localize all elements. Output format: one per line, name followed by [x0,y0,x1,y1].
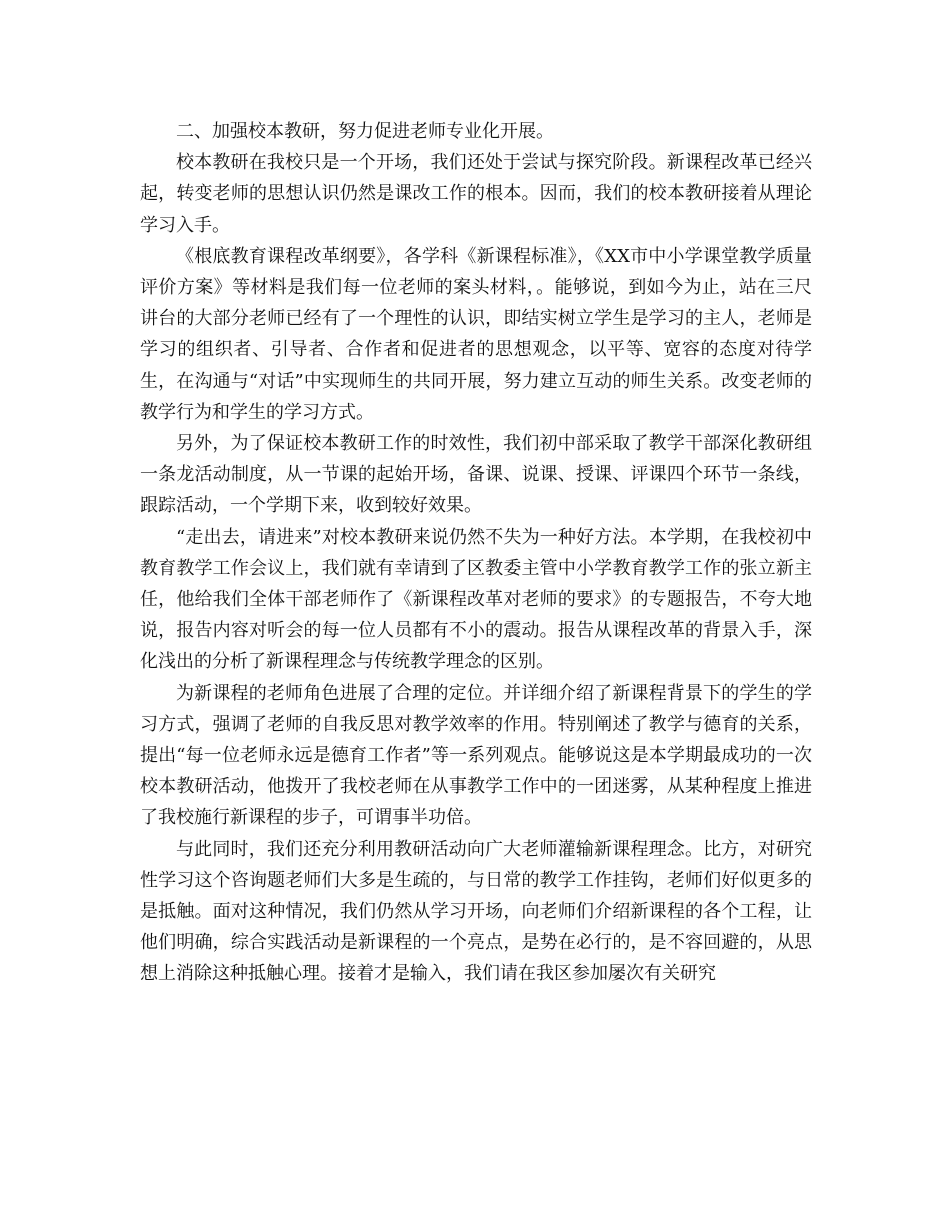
section-heading: 二、加强校本教研，努力促进老师专业化开展。 [176,121,554,142]
document-body [140,116,812,990]
paragraph: “走出去，请进来”对校本教研来说仍然不失为一种好方法。本学期，在我校初中教育教学工作会议上，我们就有幸请到了区教委主管中小学教育教学工作的张立新主任，他给我们全体干部老师作了《新课程改革对老师的要求》的专题报告，不夸大地说，报告内容对听会的每一位人员都有不小的震动。报告从课程改革的背景入手，深化浅出的分析了新课程理念与传统教学理念的区别。 [140,526,812,673]
paragraph: 与此同时，我们还充分利用教研活动向广大老师灌输新课程理念。比方，对研究性学习这个咨询题老师们大多是生疏的，与日常的教学工作挂钩，老师们好似更多的是抵触。面对这种情况，我们仍然从学习开场，向老师们介绍新课程的各个工程，让他们明确，综合实践活动是新课程的一个亮点，是势在必行的，是不容回避的，从思想上消除这种抵触心理。接着才是输入，我们请在我区参加屡次有关研究 [140,838,812,985]
paragraph: 为新课程的老师角色进展了合理的定位。并详细介绍了新课程背景下的学生的学习方式，强调了老师的自我反思对教学效率的作用。特别阐述了教学与德育的关系，提出“每一位老师永远是德育工作者”等一系列观点。能够说这是本学期最成功的一次校本教研活动，他拨开了我校老师在从事教学工作中的一团迷雾，从某种程度上推进了我校施行新课程的步子，可谓事半功倍。 [140,682,812,829]
paragraph: 《根底教育课程改革纲要》，各学科《新课程标准》，《XX市中小学课堂教学质量评价方案》等材料是我们每一位老师的案头材料，。能够说，到如今为止，站在三尺讲台的大部分老师已经有了一个理性的认识，即结实树立学生是学习的主人，老师是学习的组织者、引导者、合作者和促进者的思想观念，以平等、宽容的态度对待学生，在沟通与“对话”中实现师生的共同开展，努力建立互动的师生关系。改变老师的教学行为和学生的学习方式。 [140,245,812,423]
paragraph: 另外，为了保证校本教研工作的时效性，我们初中部采取了教学干部深化教研组一条龙活动制度，从一节课的起始开场，备课、说课、授课、评课四个环节一条线，跟踪活动，一个学期下来，收到较好效果。 [140,433,812,517]
paragraph: 校本教研在我校只是一个开场，我们还处于尝试与探究阶段。新课程改革已经兴起，转变老师的思想认识仍然是课改工作的根本。因而，我们的校本教研接着从理论学习入手。 [140,152,812,236]
